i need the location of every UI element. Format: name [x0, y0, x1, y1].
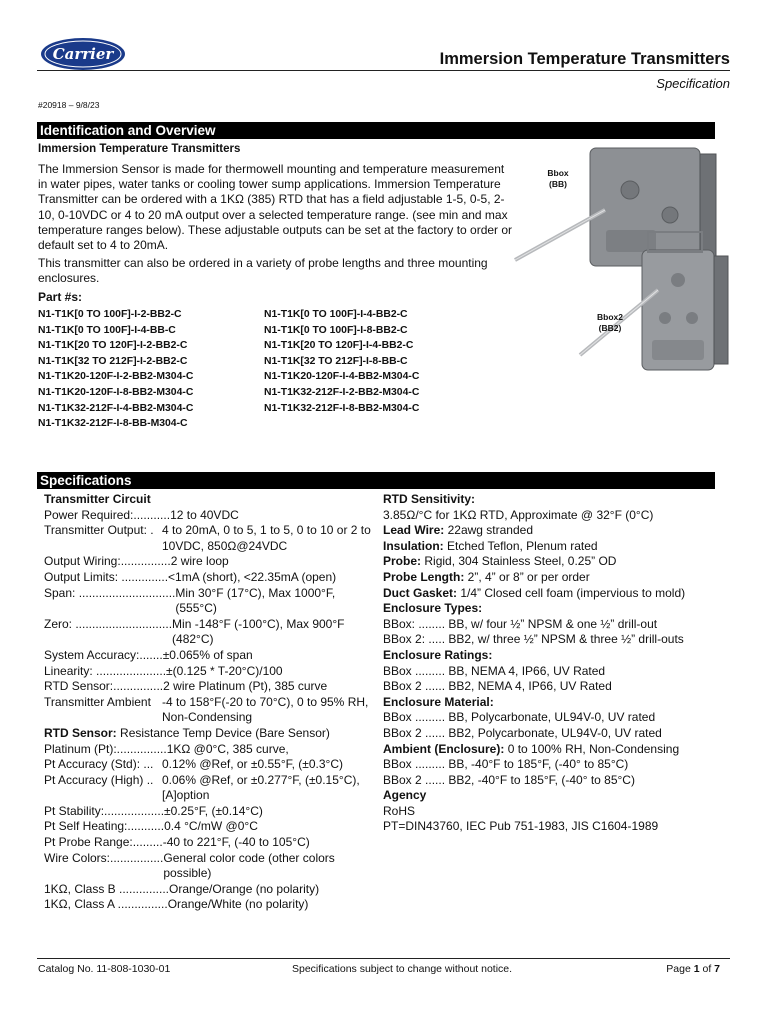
- overview-paragraph-1: The Immersion Sensor is made for thermowell mounting and temperature measurement in water pipes, water tanks or cooling tower sump applications. Immersion Temperature Transmitter can be ordered with a 1KΩ (385) RTD that has a field adjustable 1-5, 0-5, 2-10, 0-10VDC or 4 to 20 mA output over a selected temperature range. (see min and max temperature ranges below). These adjustable outputs can be set at the factory to order or default set to 4 to 20mA.: [38, 162, 513, 253]
- enclosure-material-row: BBox ......... BB, Polycarbonate, UL94V-0, UV rated: [383, 710, 656, 725]
- catalog-number: Catalog No. 11-808-1030-01: [38, 963, 171, 975]
- enclosure-material-heading: Enclosure Material:: [383, 694, 494, 709]
- overview-paragraph-2: This transmitter can also be ordered in a variety of probe lengths and three mounting enclosures.: [38, 256, 488, 286]
- carrier-logo: [40, 37, 126, 71]
- part-number: N1-T1K32-212F-I-4-BB2-M304-C: [38, 402, 194, 414]
- part-number: N1-T1K32-212F-I-8-BB2-M304-C: [264, 402, 420, 414]
- probe-spec: Probe: Rigid, 304 Stainless Steel, 0.25” OD: [383, 554, 617, 569]
- part-number: N1-T1K20-120F-I-4-BB2-M304-C: [264, 371, 420, 383]
- page-number: Page 1 of 7: [666, 963, 720, 975]
- logo-text: Carrier: [52, 45, 114, 63]
- specs-right-column: [383, 492, 693, 835]
- document-id: #20918 – 9/8/23: [38, 100, 100, 110]
- spec-row: Pt Accuracy (High) .. 0.06% @Ref, or ±0.277°F, (±0.15°C), [A]option: [44, 772, 360, 803]
- section-bar-overview: Identification and Overview: [37, 122, 715, 139]
- part-number: N1-T1K20-120F-I-2-BB2-M304-C: [38, 371, 194, 383]
- spec-row: Pt Self Heating:........... 0.4 °C/mW @0°C: [44, 819, 258, 834]
- enclosure-rating-row: BBox 2 ...... BB2, NEMA 4, IP66, UV Rated: [383, 679, 612, 694]
- bbox-enclosure-image: [515, 148, 716, 266]
- page-subtitle: Specification: [656, 76, 730, 91]
- part-number: N1-T1K[0 TO 100F]-I-4-BB2-C: [264, 309, 408, 320]
- spec-row: Output Wiring:............... 2 wire loop: [44, 554, 229, 569]
- enclosure-rating-row: BBox ......... BB, NEMA 4, IP66, UV Rated: [383, 663, 606, 678]
- spec-row: Transmitter Ambient -4 to 158°F(-20 to 70°C), 0 to 95% RH, Non-Condensing: [44, 694, 369, 725]
- header-rule: [37, 70, 730, 71]
- footer-rule: [37, 958, 730, 959]
- spec-row: Pt Accuracy (Std): ... 0.12% @Ref, or ±0.55°F, (±0.3°C): [44, 757, 344, 772]
- parts-heading: Part #s:: [38, 290, 83, 304]
- part-number: N1-T1K[0 TO 100F]-I-8-BB2-C: [264, 324, 408, 336]
- spec-row: RTD Sensor:............... 2 wire Platinum (Pt), 385 curve: [44, 679, 328, 694]
- part-number: N1-T1K[32 TO 212F]-I-2-BB2-C: [38, 355, 188, 367]
- spec-row: Pt Probe Range:......... -40 to 221°F, (-40 to 105°C): [44, 835, 310, 850]
- insulation-spec: Insulation: Etched Teflon, Plenum rated: [383, 538, 598, 553]
- overview-subheading: Immersion Temperature Transmitters: [38, 143, 241, 155]
- spec-row: 1KΩ, Class B ............... Orange/Orange (no polarity): [44, 881, 320, 896]
- duct-gasket-spec: Duct Gasket: 1/4” Closed cell foam (impervious to mold): [383, 585, 686, 600]
- enclosure-type-row: BBox: ........ BB, w/ four ½” NPSM & one ½” drill-out: [383, 616, 658, 631]
- overview-text: [38, 162, 514, 290]
- part-number: N1-T1K32-212F-I-8-BB-M304-C: [38, 418, 188, 430]
- parts-list-left: [38, 307, 193, 432]
- spec-row: Output Limits: .............. <1mA (short), <22.35mA (open): [44, 569, 337, 584]
- spec-row: Span: ............................. Min 30°F (17°C), Max 1000°F, (555°C): [44, 585, 336, 616]
- product-images: [520, 140, 730, 400]
- specs-left-column: [44, 492, 374, 913]
- ambient-row: BBox ......... BB, -40°F to 185°F, (-40° to 85°C): [383, 757, 629, 772]
- section-bar-specifications: Specifications: [37, 472, 715, 489]
- bbox2-label: Bbox2 (BB2): [597, 312, 623, 333]
- probe-length-spec: Probe Length: 2”, 4” or 8” or per order: [383, 569, 590, 584]
- agency-row: RoHS: [383, 803, 416, 818]
- part-number: N1-T1K[20 TO 120F]-I-4-BB2-C: [264, 340, 414, 352]
- page-title: Immersion Temperature Transmitters: [439, 50, 730, 68]
- rtd-sensor-heading: RTD Sensor: Resistance Temp Device (Bare Sensor): [44, 725, 330, 740]
- enclosure-type-row: BBox 2: ..... BB2, w/ three ½” NPSM & three ½” drill-outs: [383, 632, 684, 647]
- part-number: N1-T1K20-120F-I-8-BB2-M304-C: [38, 386, 194, 398]
- spec-row: Platinum (Pt):............... 1KΩ @0°C, 385 curve,: [44, 741, 289, 756]
- spec-row: Transmitter Output: . 4 to 20mA, 0 to 5, 1 to 5, 0 to 10 or 2 to 10VDC, 850Ω@24VDC: [44, 523, 371, 553]
- spec-row: System Accuracy:....... ±0.065% of span: [44, 647, 253, 662]
- part-number: N1-T1K[0 TO 100F]-I-2-BB2-C: [38, 309, 182, 320]
- spec-row: Pt Stability:.................. ±0.25°F, (±0.14°C): [44, 803, 263, 818]
- enclosure-material-row: BBox 2 ...... BB2, Polycarbonate, UL94V-0, UV rated: [383, 725, 662, 740]
- ambient-spec: Ambient (Enclosure): 0 to 100% RH, Non-Condensing: [383, 741, 680, 756]
- bbox-label: Bbox (BB): [547, 168, 569, 189]
- transmitter-circuit-heading: Transmitter Circuit: [44, 492, 151, 506]
- spec-row: Linearity: ..................... ±(0.125 * T-20°C)/100: [44, 663, 283, 678]
- spec-row: Wire Colors:................ General color code (other colors possible): [44, 850, 335, 881]
- spec-row: Power Required:........... 12 to 40VDC: [44, 507, 239, 522]
- ambient-row: BBox 2 ...... BB2, -40°F to 185°F, (-40° to 85°C): [383, 772, 635, 787]
- spec-row: Zero: ............................. Min -148°F (-100°C), Max 900°F (482°C): [44, 616, 345, 647]
- enclosure-types-heading: Enclosure Types:: [383, 601, 483, 616]
- enclosure-ratings-heading: Enclosure Ratings:: [383, 647, 493, 662]
- part-number: N1-T1K[0 TO 100F]-I-4-BB-C: [38, 324, 176, 336]
- part-number: N1-T1K[20 TO 120F]-I-2-BB2-C: [38, 340, 188, 352]
- agency-heading: Agency: [383, 788, 427, 803]
- rtd-sensitivity-heading: RTD Sensitivity:: [383, 492, 476, 506]
- change-notice: Specifications subject to change without notice.: [292, 963, 513, 975]
- parts-list-right: [264, 307, 419, 416]
- lead-wire-spec: Lead Wire: 22awg stranded: [383, 523, 533, 538]
- part-number: N1-T1K[32 TO 212F]-I-8-BB-C: [264, 355, 408, 367]
- rtd-sensitivity-value: 3.85Ω/°C for 1KΩ RTD, Approximate @ 32°F (0°C): [383, 507, 654, 522]
- part-number: N1-T1K32-212F-I-2-BB2-M304-C: [264, 386, 420, 398]
- agency-row: PT=DIN43760, IEC Pub 751-1983, JIS C1604-1989: [383, 819, 659, 834]
- spec-row: 1KΩ, Class A ............... Orange/White (no polarity): [44, 897, 309, 912]
